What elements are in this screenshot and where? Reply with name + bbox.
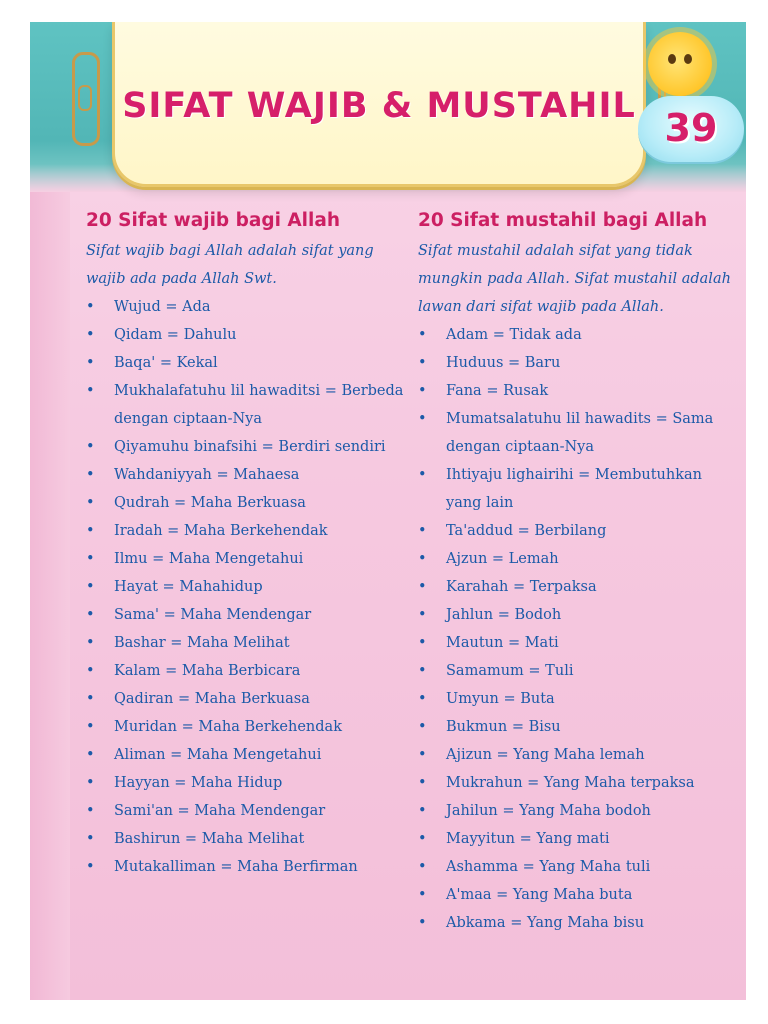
left-ornament-icon [72, 52, 100, 146]
list-item: • Ajizun = Yang Maha lemah [418, 741, 740, 769]
list-item: • Fana = Rusak [418, 377, 740, 405]
list-item: • Mautun = Mati [418, 629, 740, 657]
list-item: • Ilmu = Maha Mengetahui [86, 545, 416, 573]
list-item: • Baqa' = Kekal [86, 349, 416, 377]
sun-icon [648, 32, 712, 96]
list-item: • Jahilun = Yang Maha bodoh [418, 797, 740, 825]
list-item: • Kalam = Maha Berbicara [86, 657, 416, 685]
sun-eye-icon [684, 54, 692, 64]
list-item: • Sama' = Maha Mendengar [86, 601, 416, 629]
list-item: • Aliman = Maha Mengetahui [86, 741, 416, 769]
list-item: • Qiyamuhu binafsihi = Berdiri sendiri [86, 433, 416, 461]
list-item: • Sami'an = Maha Mendengar [86, 797, 416, 825]
list-item: • Qidam = Dahulu [86, 321, 416, 349]
list-item: • Karahah = Terpaksa [418, 573, 740, 601]
mustahil-heading: 20 Sifat mustahil bagi Allah [418, 210, 708, 231]
page-title: SIFAT WAJIB & MUSTAHIL [122, 86, 636, 126]
list-item: • Mayyitun = Yang mati [418, 825, 740, 853]
wajib-heading: 20 Sifat wajib bagi Allah [86, 210, 341, 231]
wajib-list [86, 293, 416, 881]
sun-eye-icon [668, 54, 676, 64]
list-item: • Abkama = Yang Maha bisu [418, 909, 740, 937]
mustahil-list [418, 321, 740, 937]
list-item: • Bukmun = Bisu [418, 713, 740, 741]
mustahil-column [418, 210, 740, 937]
list-item: • Ihtiyaju lighairihi = Membutuhkan yang lain [418, 461, 740, 517]
list-item: • Mumatsalatuhu lil hawadits = Sama dengan ciptaan-Nya [418, 405, 740, 461]
list-item: • Wahdaniyyah = Mahaesa [86, 461, 416, 489]
wajib-intro: Sifat wajib bagi Allah adalah sifat yang wajib ada pada Allah Swt. [86, 243, 374, 287]
list-item: • Bashar = Maha Melihat [86, 629, 416, 657]
list-item: • Mukhalafatuhu lil hawaditsi = Berbeda dengan ciptaan-Nya [86, 377, 416, 433]
left-decorative-strip [30, 192, 70, 1000]
list-item: • Adam = Tidak ada [418, 321, 740, 349]
wajib-column [86, 210, 416, 881]
list-item: • Hayyan = Maha Hidup [86, 769, 416, 797]
list-item: • Samamum = Tuli [418, 657, 740, 685]
book-page [30, 22, 746, 1000]
page-number: 39 [664, 106, 718, 150]
list-item: • Huduus = Baru [418, 349, 740, 377]
mustahil-intro: Sifat mustahil adalah sifat yang tidak mungkin pada Allah. Sifat mustahil adalah lawan dari sifat wajib pada Allah. [418, 243, 731, 315]
list-item: • Muridan = Maha Berkehendak [86, 713, 416, 741]
list-item: • Qadiran = Maha Berkuasa [86, 685, 416, 713]
list-item: • Jahlun = Bodoh [418, 601, 740, 629]
title-plaque [112, 22, 646, 187]
cloud-badge [638, 96, 744, 162]
list-item: • Qudrah = Maha Berkuasa [86, 489, 416, 517]
list-item: • Umyun = Buta [418, 685, 740, 713]
list-item: • Ta'addud = Berbilang [418, 517, 740, 545]
list-item: • Hayat = Mahahidup [86, 573, 416, 601]
list-item: • Mutakalliman = Maha Berfirman [86, 853, 416, 881]
list-item: • Ajzun = Lemah [418, 545, 740, 573]
list-item: • Wujud = Ada [86, 293, 416, 321]
list-item: • Bashirun = Maha Melihat [86, 825, 416, 853]
list-item: • Mukrahun = Yang Maha terpaksa [418, 769, 740, 797]
list-item: • A'maa = Yang Maha buta [418, 881, 740, 909]
list-item: • Ashamma = Yang Maha tuli [418, 853, 740, 881]
list-item: • Iradah = Maha Berkehendak [86, 517, 416, 545]
